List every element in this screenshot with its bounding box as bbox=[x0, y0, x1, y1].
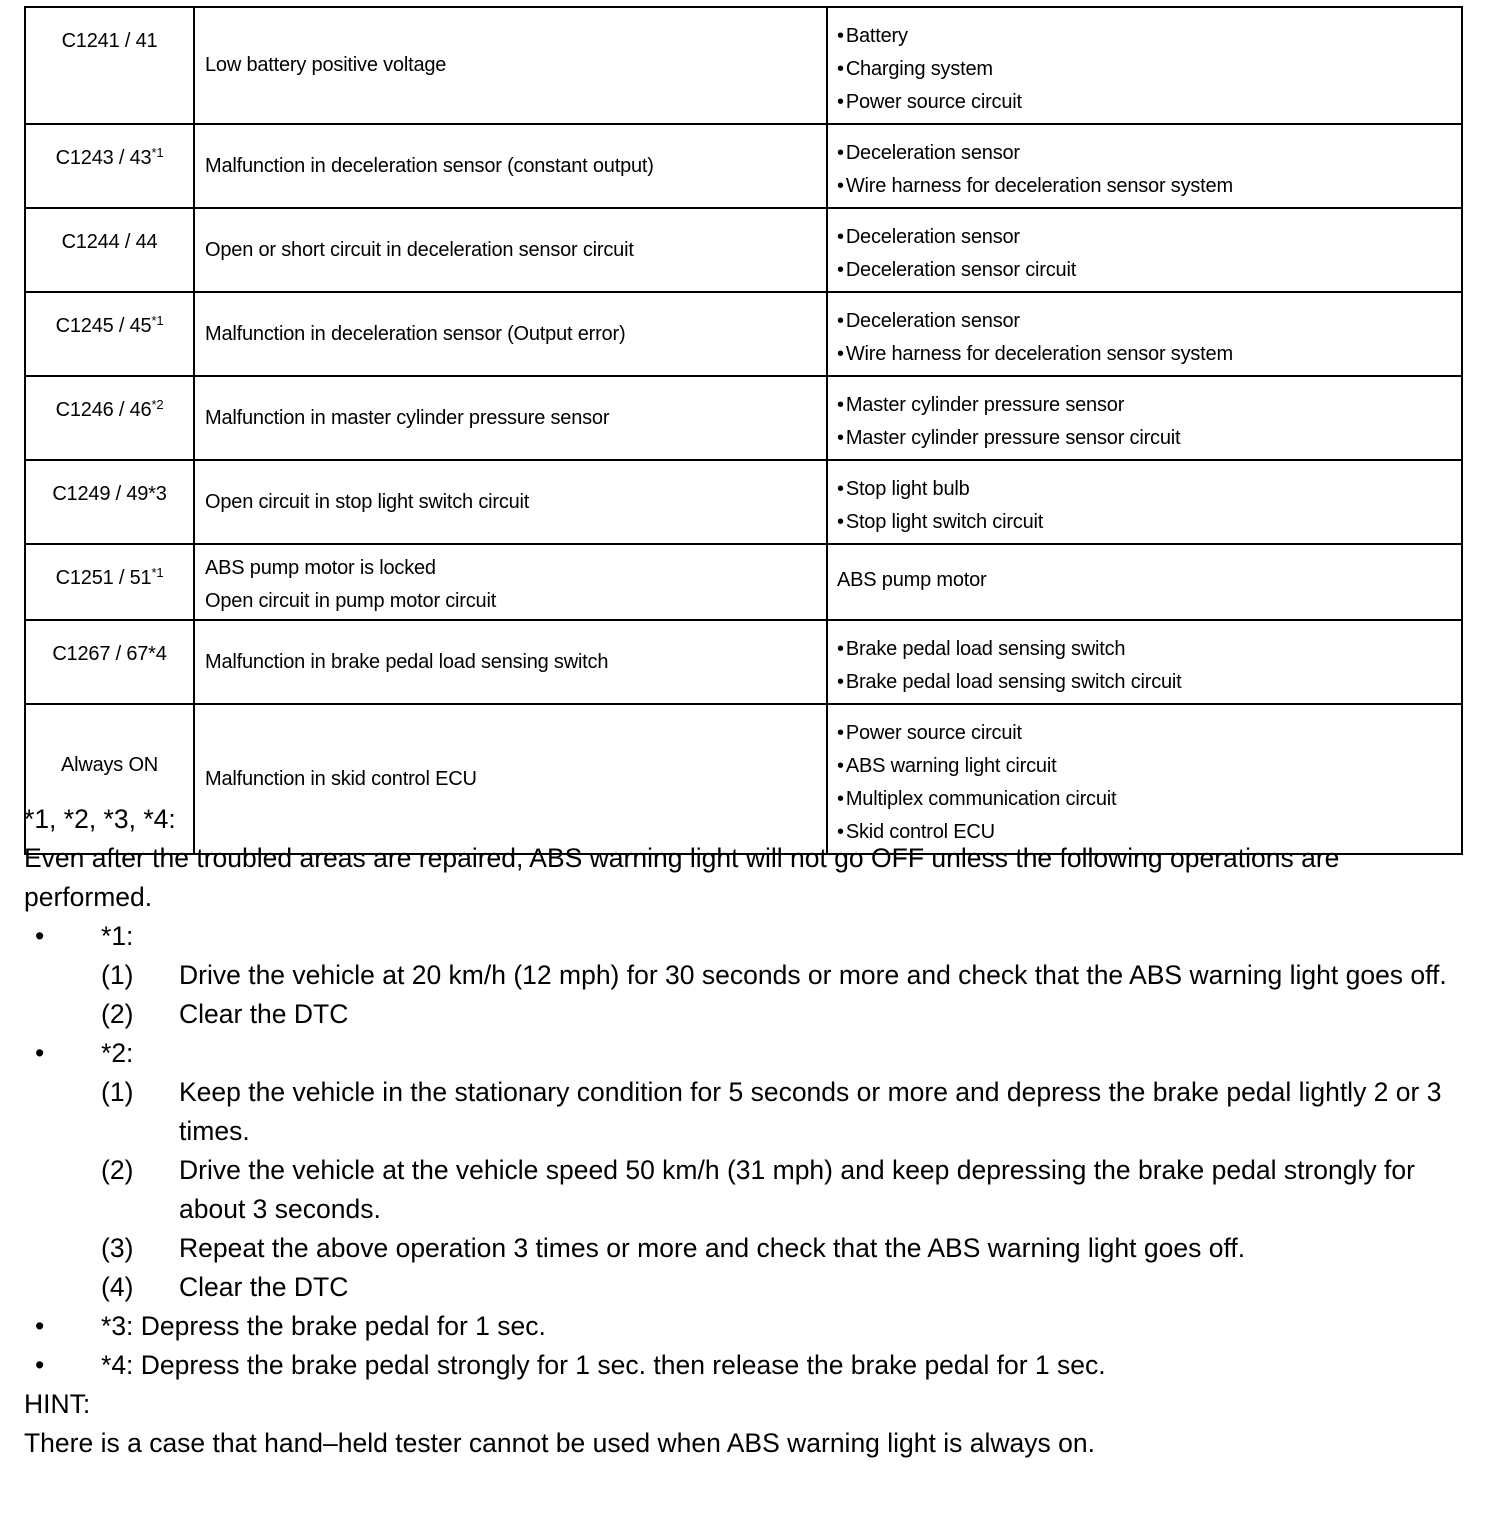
trouble-area-cell bbox=[827, 460, 1462, 544]
trouble-area-cell bbox=[827, 376, 1462, 460]
detection-item-text: Low battery positive voltage bbox=[205, 54, 447, 76]
dtc-table-body bbox=[25, 7, 1462, 854]
step-number: (2) bbox=[101, 999, 134, 1029]
trouble-area-item: • Battery bbox=[837, 20, 1461, 53]
trouble-area-item: ABS pump motor bbox=[837, 568, 987, 591]
detection-item-text: Malfunction in brake pedal load sensing switch bbox=[205, 650, 609, 673]
trouble-area-list bbox=[837, 221, 1461, 287]
detection-item-cell bbox=[194, 620, 827, 704]
notes-items bbox=[24, 917, 1464, 1385]
trouble-area-item: • Skid control ECU bbox=[837, 816, 1461, 849]
trouble-area-item: • Stop light bulb bbox=[837, 473, 1461, 506]
dtc-table bbox=[24, 6, 1463, 855]
bullet-dot-icon: • bbox=[35, 1038, 45, 1068]
trouble-area-item: • Power source circuit bbox=[837, 86, 1461, 119]
hint-text: There is a case that hand–held tester cannot be used when ABS warning light is always on. bbox=[24, 1428, 1095, 1458]
trouble-area-item: • Deceleration sensor bbox=[837, 221, 1461, 254]
trouble-area-item: • ABS warning light circuit bbox=[837, 750, 1461, 783]
notes-intro: Even after the troubled areas are repaired, ABS warning light will not go OFF unless the following operations are performed. bbox=[24, 843, 1340, 912]
trouble-area-item: • Charging system bbox=[837, 53, 1461, 86]
trouble-area-cell bbox=[827, 292, 1462, 376]
step-text: Drive the vehicle at the vehicle speed 50 km/h (31 mph) and keep depressing the brake pedal strongly for about 3 seconds. bbox=[179, 1155, 1415, 1224]
detection-item-cell bbox=[194, 124, 827, 208]
dtc-code-cell bbox=[25, 208, 194, 292]
trouble-area-item: • Brake pedal load sensing switch circuit bbox=[837, 666, 1461, 699]
note-step bbox=[24, 1268, 1464, 1307]
note-bullet bbox=[24, 917, 1464, 956]
step-number: (3) bbox=[101, 1233, 134, 1263]
footnote-marker: *1 bbox=[151, 145, 164, 160]
footnote-marker: *2 bbox=[151, 397, 164, 412]
trouble-area-item: • Brake pedal load sensing switch bbox=[837, 633, 1461, 666]
dtc-code: C1241 / 41 bbox=[61, 30, 158, 52]
dtc-code-cell bbox=[25, 620, 194, 704]
detection-item-text: Malfunction in deceleration sensor (constant output) bbox=[205, 154, 654, 177]
note-bullet bbox=[24, 1346, 1464, 1385]
trouble-area-list bbox=[837, 20, 1461, 119]
table-row bbox=[25, 7, 1462, 124]
dtc-code: C1249 / 49*3 bbox=[52, 483, 167, 505]
note-bullet bbox=[24, 1034, 1464, 1073]
step-number: (2) bbox=[101, 1155, 134, 1185]
dtc-code: C1244 / 44 bbox=[61, 231, 158, 253]
dtc-code-cell bbox=[25, 460, 194, 544]
trouble-area-cell bbox=[827, 544, 1462, 620]
step-text: Clear the DTC bbox=[179, 999, 349, 1029]
trouble-area-item: • Power source circuit bbox=[837, 717, 1461, 750]
detection-item-text: ABS pump motor is locked bbox=[205, 557, 436, 579]
note-step bbox=[24, 956, 1464, 995]
detection-item-text: Malfunction in skid control ECU bbox=[205, 767, 477, 790]
footnote-refs: *1, *2, *3, *4: bbox=[24, 804, 176, 834]
trouble-area-item: • Deceleration sensor bbox=[837, 305, 1461, 338]
step-text: Drive the vehicle at 20 km/h (12 mph) for 30 seconds or more and check that the ABS warning light goes off. bbox=[179, 960, 1447, 990]
detection-item-cell bbox=[194, 208, 827, 292]
note-bullet bbox=[24, 1307, 1464, 1346]
step-number: (1) bbox=[101, 1077, 134, 1107]
detection-item-text: Malfunction in master cylinder pressure sensor bbox=[205, 406, 610, 429]
detection-item-cell bbox=[194, 544, 827, 620]
table-row bbox=[25, 208, 1462, 292]
step-text: Keep the vehicle in the stationary condition for 5 seconds or more and depress the brake pedal lightly 2 or 3 times. bbox=[179, 1077, 1442, 1146]
dtc-code: C1246 / 46 bbox=[55, 399, 152, 421]
table-row bbox=[25, 460, 1462, 544]
detection-item-cell bbox=[194, 376, 827, 460]
dtc-code-cell bbox=[25, 376, 194, 460]
trouble-area-item: • Master cylinder pressure sensor bbox=[837, 389, 1461, 422]
trouble-area-cell bbox=[827, 208, 1462, 292]
dtc-code-cell bbox=[25, 124, 194, 208]
trouble-area-list bbox=[837, 137, 1461, 203]
dtc-code-cell bbox=[25, 7, 194, 124]
table-row bbox=[25, 292, 1462, 376]
notes-section bbox=[24, 800, 1464, 1463]
note-step bbox=[24, 1229, 1464, 1268]
note-step bbox=[24, 995, 1464, 1034]
step-number: (1) bbox=[101, 960, 134, 990]
table-row bbox=[25, 620, 1462, 704]
bullet-dot-icon: • bbox=[35, 1311, 45, 1341]
trouble-area-item: • Deceleration sensor bbox=[837, 137, 1461, 170]
trouble-area-list bbox=[837, 633, 1461, 699]
trouble-area-item: • Wire harness for deceleration sensor system bbox=[837, 170, 1461, 203]
detection-item-text: Open circuit in stop light switch circuit bbox=[205, 490, 530, 513]
detection-item-text: Open circuit in pump motor circuit bbox=[205, 590, 497, 612]
detection-item-cell bbox=[194, 7, 827, 124]
step-number: (4) bbox=[101, 1272, 134, 1302]
bullet-dot-icon: • bbox=[35, 921, 45, 951]
trouble-area-item: • Master cylinder pressure sensor circuit bbox=[837, 422, 1461, 455]
trouble-area-item: • Multiplex communication circuit bbox=[837, 783, 1461, 816]
note-bullet-label: *1: bbox=[101, 921, 134, 951]
note-step bbox=[24, 1151, 1464, 1229]
hint-label: HINT: bbox=[24, 1389, 91, 1419]
detection-item-cell bbox=[194, 292, 827, 376]
detection-item-text: Open or short circuit in deceleration sensor circuit bbox=[205, 238, 634, 261]
trouble-area-item: • Deceleration sensor circuit bbox=[837, 254, 1461, 287]
trouble-area-list bbox=[837, 473, 1461, 539]
trouble-area-list bbox=[837, 389, 1461, 455]
dtc-code: C1251 / 51 bbox=[55, 567, 152, 589]
table-row bbox=[25, 124, 1462, 208]
note-bullet-label: *3: Depress the brake pedal for 1 sec. bbox=[101, 1311, 546, 1341]
bullet-dot-icon: • bbox=[35, 1350, 45, 1380]
step-text: Clear the DTC bbox=[179, 1272, 349, 1302]
dtc-code-cell bbox=[25, 292, 194, 376]
trouble-area-item: • Wire harness for deceleration sensor system bbox=[837, 338, 1461, 371]
footnote-marker: *1 bbox=[151, 565, 164, 580]
table-row bbox=[25, 544, 1462, 620]
detection-item-cell bbox=[194, 460, 827, 544]
dtc-code-cell bbox=[25, 544, 194, 620]
dtc-code: Always ON bbox=[60, 754, 159, 776]
trouble-area-cell bbox=[827, 620, 1462, 704]
detection-item-text: Malfunction in deceleration sensor (Output error) bbox=[205, 322, 626, 345]
trouble-area-list bbox=[837, 305, 1461, 371]
footnote-marker: *1 bbox=[151, 313, 164, 328]
trouble-area-cell bbox=[827, 7, 1462, 124]
step-text: Repeat the above operation 3 times or more and check that the ABS warning light goes off. bbox=[179, 1233, 1246, 1263]
dtc-code: C1267 / 67*4 bbox=[52, 643, 167, 665]
trouble-area-item: • Stop light switch circuit bbox=[837, 506, 1461, 539]
note-step bbox=[24, 1073, 1464, 1151]
table-row bbox=[25, 376, 1462, 460]
dtc-code: C1245 / 45 bbox=[55, 315, 152, 337]
dtc-code: C1243 / 43 bbox=[55, 147, 152, 169]
trouble-area-cell bbox=[827, 124, 1462, 208]
note-bullet-label: *2: bbox=[101, 1038, 134, 1068]
note-bullet-label: *4: Depress the brake pedal strongly for 1 sec. then release the brake pedal for 1 sec. bbox=[101, 1350, 1106, 1380]
